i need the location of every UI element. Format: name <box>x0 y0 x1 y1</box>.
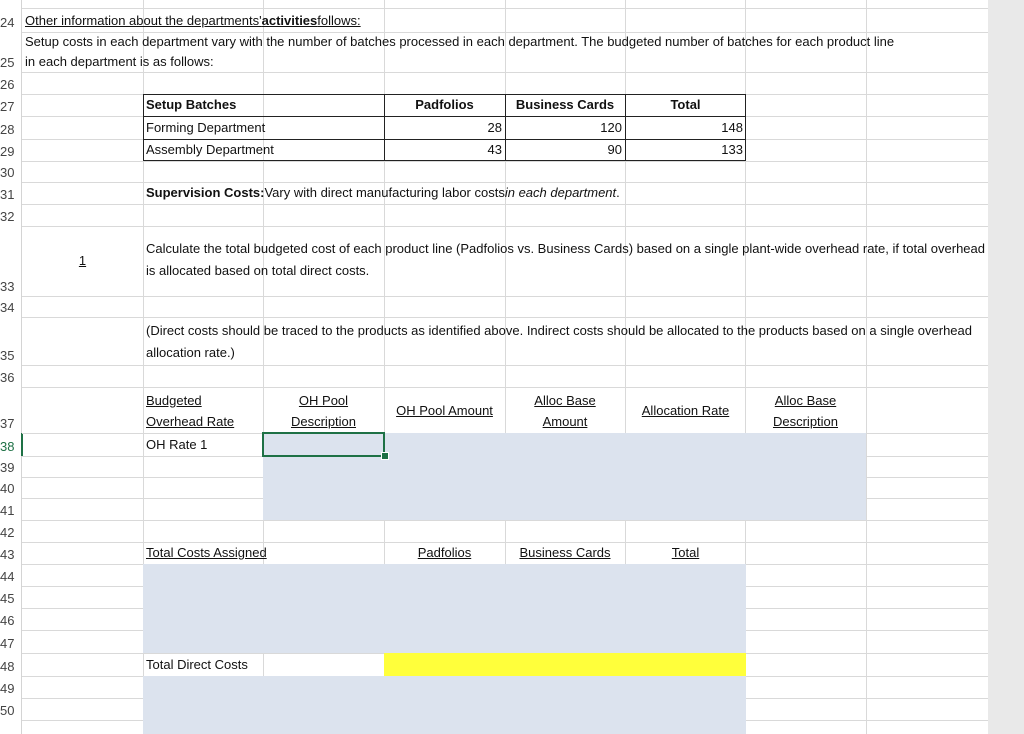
costs-business-cards-header[interactable]: Business Cards <box>519 545 611 560</box>
pool-desc-line1: OH Pool <box>298 392 349 408</box>
activities-heading[interactable] <box>22 9 364 32</box>
row-header[interactable]: 40 <box>0 481 15 496</box>
row-header[interactable]: 47 <box>0 636 15 651</box>
supervision-italic: in each department <box>504 185 617 200</box>
forming-total-value[interactable]: 148 <box>721 119 743 135</box>
row-header[interactable]: 24 <box>0 15 15 30</box>
setup-batches-header[interactable]: Setup Batches <box>146 97 237 112</box>
row-header[interactable]: 33 <box>0 279 15 294</box>
vertical-scrollbar[interactable] <box>988 0 1024 734</box>
question-text[interactable]: Calculate the total budgeted cost of each product line (Padfolios vs. Business Cards) based on a single plant-wide overhead rate, if total overhead is allocated based on total direct costs. <box>146 241 986 278</box>
row-header[interactable]: 25 <box>0 55 15 70</box>
row-header[interactable]: 48 <box>0 659 15 674</box>
row-header[interactable]: 26 <box>0 77 15 92</box>
row-header[interactable]: 27 <box>0 99 15 114</box>
alloc-base-line2: Amount <box>542 413 588 429</box>
business-cards-header[interactable]: Business Cards <box>515 97 615 112</box>
budgeted-line1: Budgeted <box>146 392 202 408</box>
row-header[interactable]: 39 <box>0 460 15 475</box>
row-header[interactable]: 43 <box>0 547 15 562</box>
supervision-label: Supervision Costs: <box>146 185 265 200</box>
heading-suffix: follows: <box>317 12 361 28</box>
row-header-active[interactable]: 38 <box>0 439 15 454</box>
assembly-padfolios-value[interactable]: 43 <box>487 142 502 157</box>
oh-pool-amount-header[interactable]: OH Pool Amount <box>396 402 493 418</box>
forming-dept-label[interactable]: Forming Department <box>146 119 266 135</box>
row-header[interactable]: 42 <box>0 525 15 540</box>
row-header[interactable]: 30 <box>0 165 15 180</box>
supervision-end: . <box>616 185 620 200</box>
heading-bold: activities <box>261 12 318 28</box>
assembly-total-value[interactable]: 133 <box>721 142 743 157</box>
gridline <box>866 0 867 734</box>
row-header[interactable]: 31 <box>0 187 15 202</box>
alloc-desc-line2: Description <box>772 413 839 429</box>
oh-rate-1-label[interactable]: OH Rate 1 <box>146 436 208 452</box>
selected-cell-input[interactable] <box>262 432 385 457</box>
row-header[interactable]: 35 <box>0 348 15 363</box>
forming-padfolios-value[interactable]: 28 <box>487 119 502 135</box>
total-direct-costs-label[interactable]: Total Direct Costs <box>146 656 248 672</box>
allocation-rate-header[interactable]: Allocation Rate <box>641 402 730 418</box>
setup-description-line2[interactable]: in each department is as follows: <box>25 54 214 69</box>
oh-pool-description-header[interactable] <box>263 388 384 433</box>
direct-costs-note[interactable]: (Direct costs should be traced to the products as identified above. Indirect costs should be allocated to the products based on a single overhead allocation rate.) <box>146 323 973 360</box>
alloc-base-amount-header[interactable] <box>505 388 625 433</box>
row-header[interactable]: 36 <box>0 370 15 385</box>
row-header[interactable]: 29 <box>0 144 15 159</box>
setup-description-line1[interactable]: Setup costs in each department vary with the number of batches processed in each department. The budgeted number of batches for each product line <box>25 34 895 49</box>
forming-business-cards-value[interactable]: 120 <box>600 119 622 135</box>
direct-costs-input-area[interactable] <box>143 676 746 734</box>
budgeted-line2: Overhead Rate <box>146 413 235 429</box>
row-header[interactable]: 50 <box>0 703 15 718</box>
row-header[interactable]: 37 <box>0 416 15 431</box>
pool-desc-line2: Description <box>290 413 357 429</box>
assembly-dept-label[interactable]: Assembly Department <box>146 142 274 157</box>
alloc-base-line1: Alloc Base <box>534 392 596 408</box>
total-costs-assigned-header[interactable]: Total Costs Assigned <box>146 545 267 560</box>
heading-prefix: Other information about the departments' <box>25 12 262 28</box>
row-header[interactable]: 28 <box>0 122 15 137</box>
alloc-base-description-header[interactable] <box>745 388 866 433</box>
budgeted-overhead-rate-header[interactable] <box>143 388 263 433</box>
row-header[interactable]: 44 <box>0 569 15 584</box>
row-header[interactable]: 34 <box>0 300 15 315</box>
costs-total-header[interactable]: Total <box>671 545 700 560</box>
total-header[interactable]: Total <box>670 97 701 112</box>
question-number[interactable]: 1 <box>78 253 87 268</box>
row-header[interactable]: 41 <box>0 503 15 518</box>
row-header[interactable]: 45 <box>0 591 15 606</box>
direct-costs-highlight[interactable] <box>384 653 746 676</box>
supervision-costs-note[interactable] <box>143 182 623 204</box>
row-header[interactable]: 32 <box>0 209 15 224</box>
row-header[interactable]: 46 <box>0 613 15 628</box>
fill-handle[interactable] <box>381 452 389 460</box>
costs-padfolios-header[interactable]: Padfolios <box>417 545 472 560</box>
alloc-desc-line1: Alloc Base <box>774 392 837 408</box>
active-row-indicator <box>21 433 23 456</box>
padfolios-header[interactable]: Padfolios <box>415 97 474 112</box>
supervision-text: Vary with direct manufacturing labor costs <box>264 185 505 200</box>
row-header[interactable]: 49 <box>0 681 15 696</box>
costs-assigned-input-area[interactable] <box>143 564 746 653</box>
assembly-business-cards-value[interactable]: 90 <box>607 142 622 157</box>
